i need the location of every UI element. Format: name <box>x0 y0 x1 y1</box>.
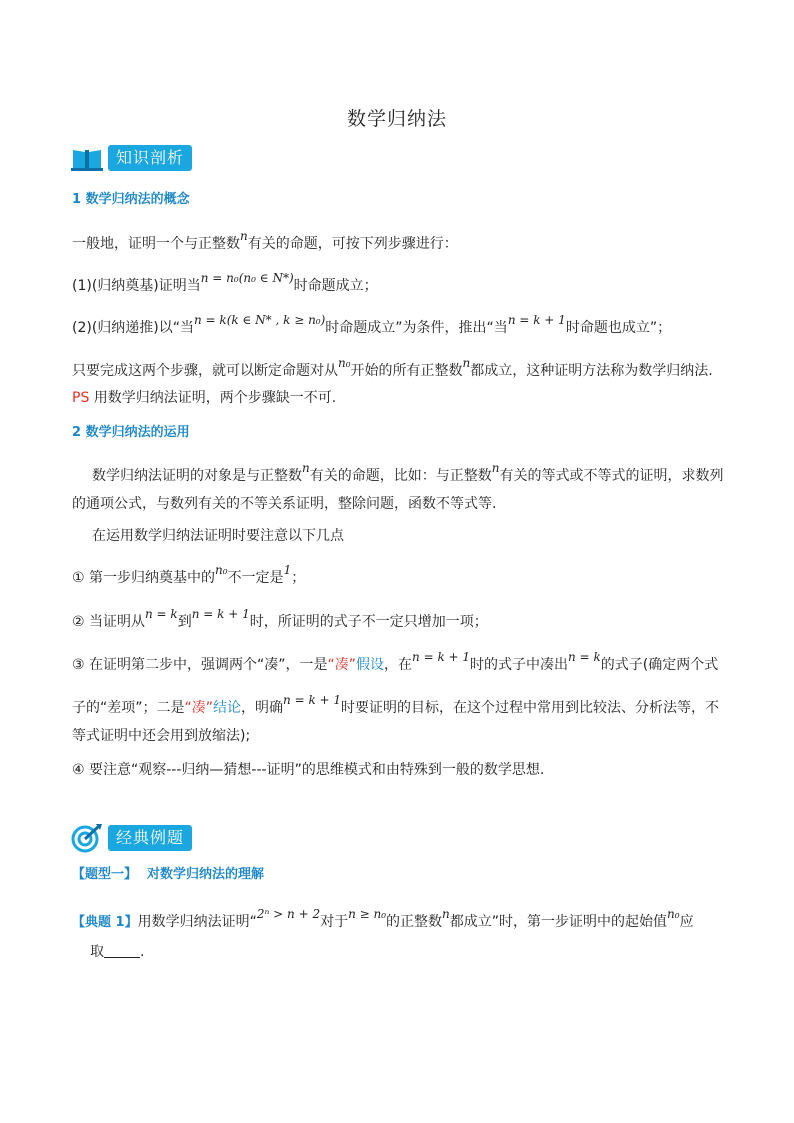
badge-label: 经典例题 <box>108 825 192 851</box>
list-item: ② 当证明从n = k到n = k + 1时，所证明的式子不一定只增加一项； <box>72 607 488 630</box>
paragraph: (1)(归纳奠基)证明当n = n₀(n₀ ∈ N*)时命题成立； <box>72 271 378 294</box>
example-question: 【典题 1】用数学归纳法证明“2ⁿ > n + 2对于n ≥ n₀的正整数n都成立”时，第一步证明中的起始值n₀应 <box>72 907 694 930</box>
paragraph: 在运用数学归纳法证明时要注意以下几点 <box>92 528 344 544</box>
section-badge-examples <box>70 822 192 854</box>
answer-blank[interactable] <box>104 943 140 958</box>
question-type-heading: 【题型一】 对数学归纳法的理解 <box>72 867 265 882</box>
paragraph: 数学归纳法证明的对象是与正整数n有关的命题，比如：与正整数n有关的等式或不等式的证明，求数列 <box>92 461 724 484</box>
book-icon <box>70 144 104 172</box>
section-badge-knowledge <box>70 144 192 172</box>
paragraph: 一般地，证明一个与正整数n有关的命题，可按下列步骤进行： <box>72 229 458 252</box>
badge-label: 知识剖析 <box>108 145 192 171</box>
list-item-continued: 子的“差项”；二是“凑”结论，明确n = k + 1时要证明的目标，在这个过程中常用到比较法、分析法等，不 <box>72 693 720 716</box>
list-item: ① 第一步归纳奠基中的n₀不一定是1； <box>72 563 306 586</box>
list-item: ③ 在证明第二步中，强调两个“凑”，一是“凑”假设，在n = k + 1时的式子中凑出n = k的式子(确定两个式 <box>72 650 719 673</box>
list-item-continued: 等式证明中还会用到放缩法); <box>72 728 251 744</box>
paragraph: 只要完成这两个步骤，就可以断定命题对从n₀开始的所有正整数n都成立，这种证明方法称为数学归纳法. <box>72 356 713 379</box>
list-item: ④ 要注意“观察---归纳—猜想---证明”的思维模式和由特殊到一般的数学思想. <box>72 762 545 778</box>
target-icon <box>70 822 104 854</box>
section-heading: 2 数学归纳法的运用 <box>72 425 190 440</box>
paragraph: 的通项公式，与数列有关的不等关系证明，整除问题，函数不等式等. <box>72 496 497 512</box>
paragraph: (2)(归纳递推)以“当n = k(k ∈ N* , k ≥ n₀)时命题成立”为条件，推出“当n = k + 1时命题也成立”； <box>72 313 672 336</box>
note: PS 用数学归纳法证明，两个步骤缺一不可. <box>72 390 337 406</box>
section-heading: 1 数学归纳法的概念 <box>72 192 190 207</box>
page-title: 数学归纳法 <box>346 108 447 130</box>
example-question-continued: 取 . <box>90 944 145 960</box>
